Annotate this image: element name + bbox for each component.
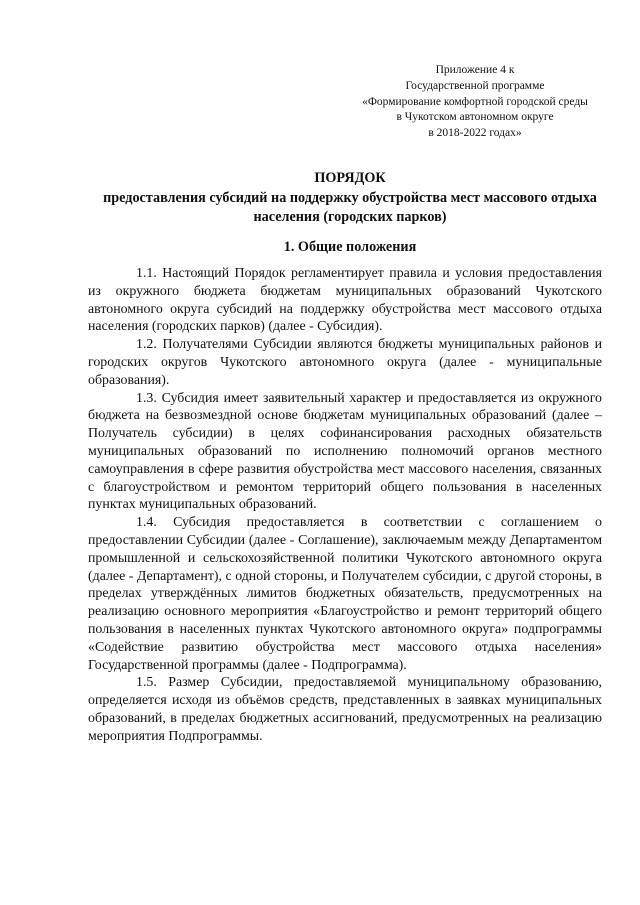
section-body [88,265,602,746]
appendix-line: в Чукотском автономном округе [396,111,554,124]
paragraph-1-1: 1.1. Настоящий Порядок регламентирует правила и условия предоставления из окружного бюджета бюджетам муниципальных образований Чукотского автономного округа субсидий на поддержку обустройства мест массового отдыха населения (городских парков) (далее - Субсидия). [88,266,602,335]
appendix-line: в 2018-2022 годах» [428,127,522,140]
appendix-line: «Формирование комфортной городской среды [362,95,588,108]
document-title: ПОРЯДОК [314,170,386,186]
paragraph-1-3: 1.3. Субсидия имеет заявительный характер и предоставляется из окружного бюджета на безвозмездной основе бюджетам муниципальных образований (далее – Получатель субсидии) в целях софинансирования расходных обязательств муниципальных образований по исполнению полномочий органов местного самоуправления в сфере развития обустройства мест массового населения, связанных с благоустройством и ремонтом территорий общего пользования в населенных пунктах муниципальных образований. [88,390,602,513]
paragraph-1-5: 1.5. Размер Субсидии, предоставляемой муниципальному образованию, определяется исходя из объёмов средств, представленных в заявках муниципальных образований, в пределах бюджетных ассигнований, предусмотренных на реализацию мероприятия Подпрограммы. [88,675,602,744]
appendix-line: Государственной программе [405,79,545,92]
section-heading: 1. Общие положения [283,239,417,255]
paragraph-1-2: 1.2. Получателями Субсидии являются бюджеты муниципальных районов и городских округов Чукотского автономного округа (далее - муниципальные образования). [88,337,602,388]
appendix-line: Приложение 4 к [435,64,515,76]
document-subtitle: предоставления субсидий на поддержку обустройства мест массового отдыха населения (городских парков) [103,190,597,225]
appendix-block [330,63,620,142]
paragraph-1-4: 1.4. Субсидия предоставляется в соответствии с соглашением о предоставлении Субсидии (далее - Соглашение), заключаемым между Департаментом промышленной и сельскохозяйственной политики Чукотского автономного округа (далее - Департамент), с одной стороны, и Получателем субсидии, с другой стороны, в пределах утверждённых лимитов бюджетных обязательств, предусмотренных на реализацию основного мероприятия «Благоустройство и ремонт территорий общего пользования в населенных пунктах Чукотского автономного округа» подпрограммы «Содействие развитию обустройства мест массового отдыха населения» Государственной программы (далее - Подпрограмма). [88,515,602,673]
